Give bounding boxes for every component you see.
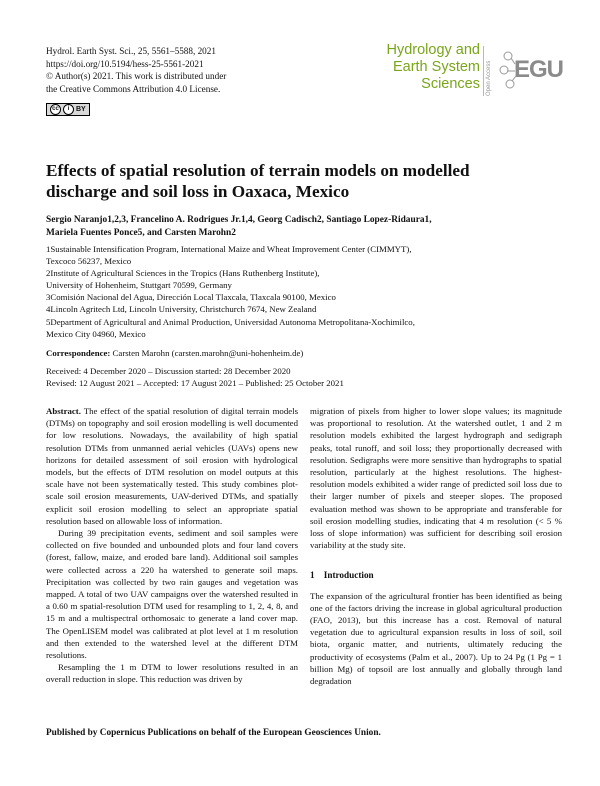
abstract-paragraph-1: Abstract. The effect of the spatial resolution of digital terrain models (DTMs) on topography and soil erosion modelling is well documented for low resolutions. Nowadays, the availability of high spatial resolution DTMs from unmanned aerial vehicles (UAVs) opens new horizons for detailed assessment of soil erosion with hydrological models, but the effects of DTM resolution on model outputs at this scale have not been systematically tested. This study combines plot-scale soil erosion measurements, UAV-derived DTMs, and spatially explicit soil erosion modelling to select an appropriate spatial resolution based on allowable loss of information. (46, 406, 298, 526)
abstract-paragraph-3-continued: migration of pixels from higher to lower slope values; its magnitude was proportional to resolution. At the watershed outlet, 1 and 2 m resolution models exhibited the largest hydrograph and sedigraph peaks, total runoff, and soil loss; they proportionally decreased with resolution. Sedigraphs were more sensitive than hydrographs to spatial resolution, particularly at the highest resolutions. The highest-resolution models exhibited a wider range of predicted soil loss due to their larger number of pixels and steeper slopes. The proposed evaluation method was shown to be appropriate and transferable for soil erosion modelling studies, indicating that 4 m resolution (< 5 % loss of slope information) was sufficient for describing soil erosion variability at the study site. (310, 406, 562, 551)
logo-divider (483, 46, 484, 96)
section-number: 1 (310, 570, 315, 581)
egu-logo-text: EGU (514, 56, 564, 83)
revised-date: Revised: 12 August 2021 – Accepted: 17 August 2021 – Published: 25 October 2021 (46, 378, 344, 389)
affiliation-line: 5Department of Agricultural and Animal Production, Universidad Autonoma Metropolitana-Xochimilco, (46, 316, 415, 327)
copyright-notice: © Author(s) 2021. This work is distributed under (46, 71, 227, 82)
journal-name-line1: Hydrology and (386, 42, 480, 58)
affiliation-line: 3Comisión Nacional del Agua, Dirección Local Tlaxcala, Tlaxcala 90100, Mexico (46, 292, 336, 303)
section-heading-introduction (310, 569, 562, 581)
abstract-label: Abstract. (46, 406, 81, 416)
journal-logo-text (340, 42, 480, 93)
affiliation-line: Texcoco 56237, Mexico (46, 256, 132, 267)
cc-icon: cc (50, 104, 61, 115)
abstract-paragraph-3: Resampling the 1 m DTM to lower resolutions resulted in an overall reduction in slope. This reduction was driven by (46, 662, 298, 685)
left-column (46, 405, 298, 686)
doi-link[interactable]: https://doi.org/10.5194/hess-25-5561-2021 (46, 58, 204, 69)
authors-line-1: Sergio Naranjo1,2,3, Francelino A. Rodrigues Jr.1,4, Georg Cadisch2, Santiago Lopez-Ridaura1, (46, 215, 432, 225)
author-list (46, 214, 576, 239)
cc-license-badge[interactable] (46, 97, 226, 116)
affiliation-line: 1Sustainable Intensification Program, International Maize and Wheat Improvement Center (CIMMYT), (46, 244, 412, 254)
authors-line-2: Mariela Fuentes Ponce5, and Carsten Marohn2 (46, 227, 236, 238)
correspondence (46, 347, 576, 359)
affiliation-line: Mexico City 04960, Mexico (46, 328, 146, 339)
license-notice: the Creative Commons Attribution 4.0 License. (46, 83, 221, 94)
correspondence-email[interactable]: Carsten Marohn (carsten.marohn@uni-hohenheim.de) (110, 348, 304, 358)
open-access-label: Open Access (486, 60, 492, 96)
correspondence-label: Correspondence: (46, 348, 111, 358)
egu-logo (498, 44, 564, 96)
title-line-2: discharge and soil loss in Oaxaca, Mexico (46, 182, 350, 201)
cc-badge-label: BY (76, 106, 86, 114)
affiliation-line: 4Lincoln Agritech Ltd, Lincoln University, Christchurch 7674, New Zealand (46, 304, 317, 315)
person-icon: i (63, 104, 74, 115)
affiliation-line: 2Institute of Agricultural Sciences in the Tropics (Hans Ruthenberg Institute), (46, 268, 320, 279)
affiliations (46, 243, 576, 340)
journal-name-line3: Sciences (421, 76, 480, 92)
article-title (46, 160, 566, 202)
abstract-paragraph-2: During 39 precipitation events, sediment and soil samples were collected on five bounded and unbounded plots and four land covers (forest, fallow, maize, and eroded bare land). Additional soil samples were collected across a 220 ha watershed to generate soil maps. Precipitation was collected by two rain gauges and vegetation was mapped. A total of two UAV campaigns over the watershed resulted in a 0.60 m spatial-resolution DTM used for resampling to 1, 2, 4, 8, and 15 m and a multispectral orthomosaic to generate a land cover map. The OpenLISEM model was calibrated at plot level at 1 m resolution and then extended to the watershed level at the different DTM resolutions. (46, 528, 298, 661)
title-line-1: Effects of spatial resolution of terrain models on modelled (46, 161, 470, 180)
received-date: Received: 4 December 2020 – Discussion started: 28 December 2020 (46, 366, 291, 376)
publisher-footer: Published by Copernicus Publications on behalf of the European Geosciences Union. (46, 728, 381, 738)
journal-name-line2: Earth System (392, 59, 480, 75)
section-title: Introduction (323, 570, 374, 581)
introduction-paragraph-1: The expansion of the agricultural frontier has been identified as being one of the factors driving the increase in global agricultural production (FAO, 2013), but this increase has a cost. Removal of natural vegetation due to agricultural expansion results in loss of soil, soil biota, organic matter, and nutrients, ultimately reducing the productivity of ecosystems (Palm et al., 2007). Up to 24 Pg (1 Pg = 1 billion Mg) of topsoil are lost annually and globally through land degradation (310, 590, 562, 687)
affiliation-line: University of Hohenheim, Stuttgart 70599, Germany (46, 280, 232, 291)
publication-dates (46, 365, 576, 389)
right-column (310, 405, 562, 687)
citation-header (46, 45, 226, 116)
journal-reference: Hydrol. Earth Syst. Sci., 25, 5561–5588, 2021 (46, 46, 216, 56)
